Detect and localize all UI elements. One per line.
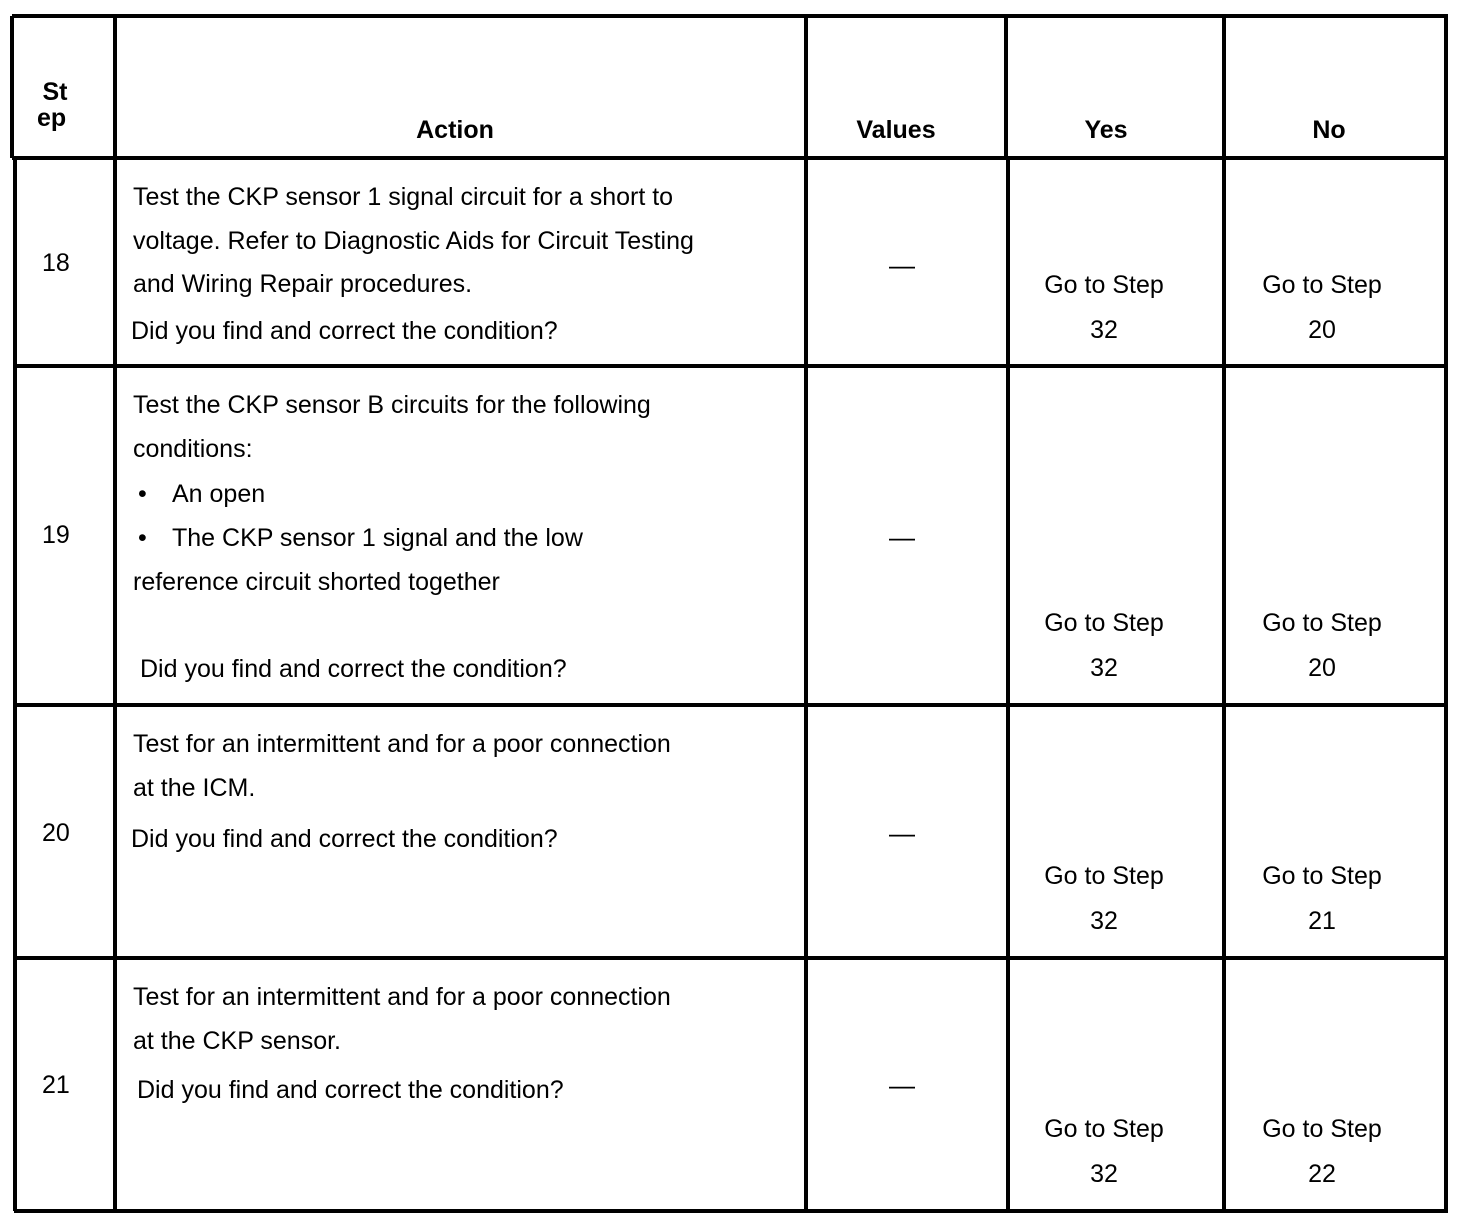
no-goto-step: 20 [1308,316,1336,344]
yes-goto-label: Go to Step [1044,271,1164,299]
step-number: 20 [42,819,70,847]
no-goto-label: Go to Step [1262,271,1382,299]
yes-goto [1008,610,1200,681]
action-question: Did you find and correct the condition? [131,825,558,853]
action-line: and Wiring Repair procedures. [133,270,473,298]
yes-goto-label: Go to Step [1044,609,1164,637]
header-no: No [1312,116,1346,144]
no-goto [1226,610,1418,681]
bullet-symbol: • [138,480,147,508]
yes-goto-step: 32 [1090,316,1118,344]
action-line: Test for an intermittent and for a poor connection [133,983,671,1011]
value-cell: — [889,250,915,280]
header-values: Values [856,116,936,144]
action-line: voltage. Refer to Diagnostic Aids for Circuit Testing [133,227,694,255]
yes-goto [1008,272,1200,343]
no-goto-step: 22 [1308,1160,1336,1188]
header-step [15,79,95,131]
action-question: Did you find and correct the condition? [137,1076,564,1104]
action-line: conditions: [133,435,253,463]
yes-goto-step: 32 [1090,907,1118,935]
bullet-item: An open [172,480,266,508]
yes-goto-label: Go to Step [1044,862,1164,890]
yes-goto-step: 32 [1090,654,1118,682]
bullet-item: The CKP sensor 1 signal and the low [172,524,583,552]
action-question: Did you find and correct the condition? [140,655,567,683]
no-goto [1226,1116,1418,1187]
yes-goto [1008,863,1200,934]
yes-goto-label: Go to Step [1044,1115,1164,1143]
no-goto-label: Go to Step [1262,609,1382,637]
step-number: 21 [42,1071,70,1099]
value-cell: — [889,818,915,848]
header-action: Action [416,116,494,144]
action-line: Test for an intermittent and for a poor connection [133,730,671,758]
action-line: Test the CKP sensor B circuits for the following [133,391,651,419]
header-step-line1: St [42,78,68,106]
step-number: 18 [42,249,70,277]
bullet-symbol: • [138,524,147,552]
no-goto-step: 21 [1308,907,1336,935]
no-goto [1226,863,1418,934]
header-step-line2: ep [37,104,67,132]
no-goto [1226,272,1418,343]
action-question: Did you find and correct the condition? [131,317,558,345]
action-line: reference circuit shorted together [133,568,500,596]
no-goto-label: Go to Step [1262,862,1382,890]
action-line: at the CKP sensor. [133,1027,341,1055]
step-number: 19 [42,521,70,549]
action-line: Test the CKP sensor 1 signal circuit for a short to [133,183,674,211]
header-yes: Yes [1084,116,1128,144]
no-goto-step: 20 [1308,654,1336,682]
value-cell: — [889,1070,915,1100]
action-line: at the ICM. [133,774,256,802]
no-goto-label: Go to Step [1262,1115,1382,1143]
value-cell: — [889,522,915,552]
yes-goto-step: 32 [1090,1160,1118,1188]
yes-goto [1008,1116,1200,1187]
